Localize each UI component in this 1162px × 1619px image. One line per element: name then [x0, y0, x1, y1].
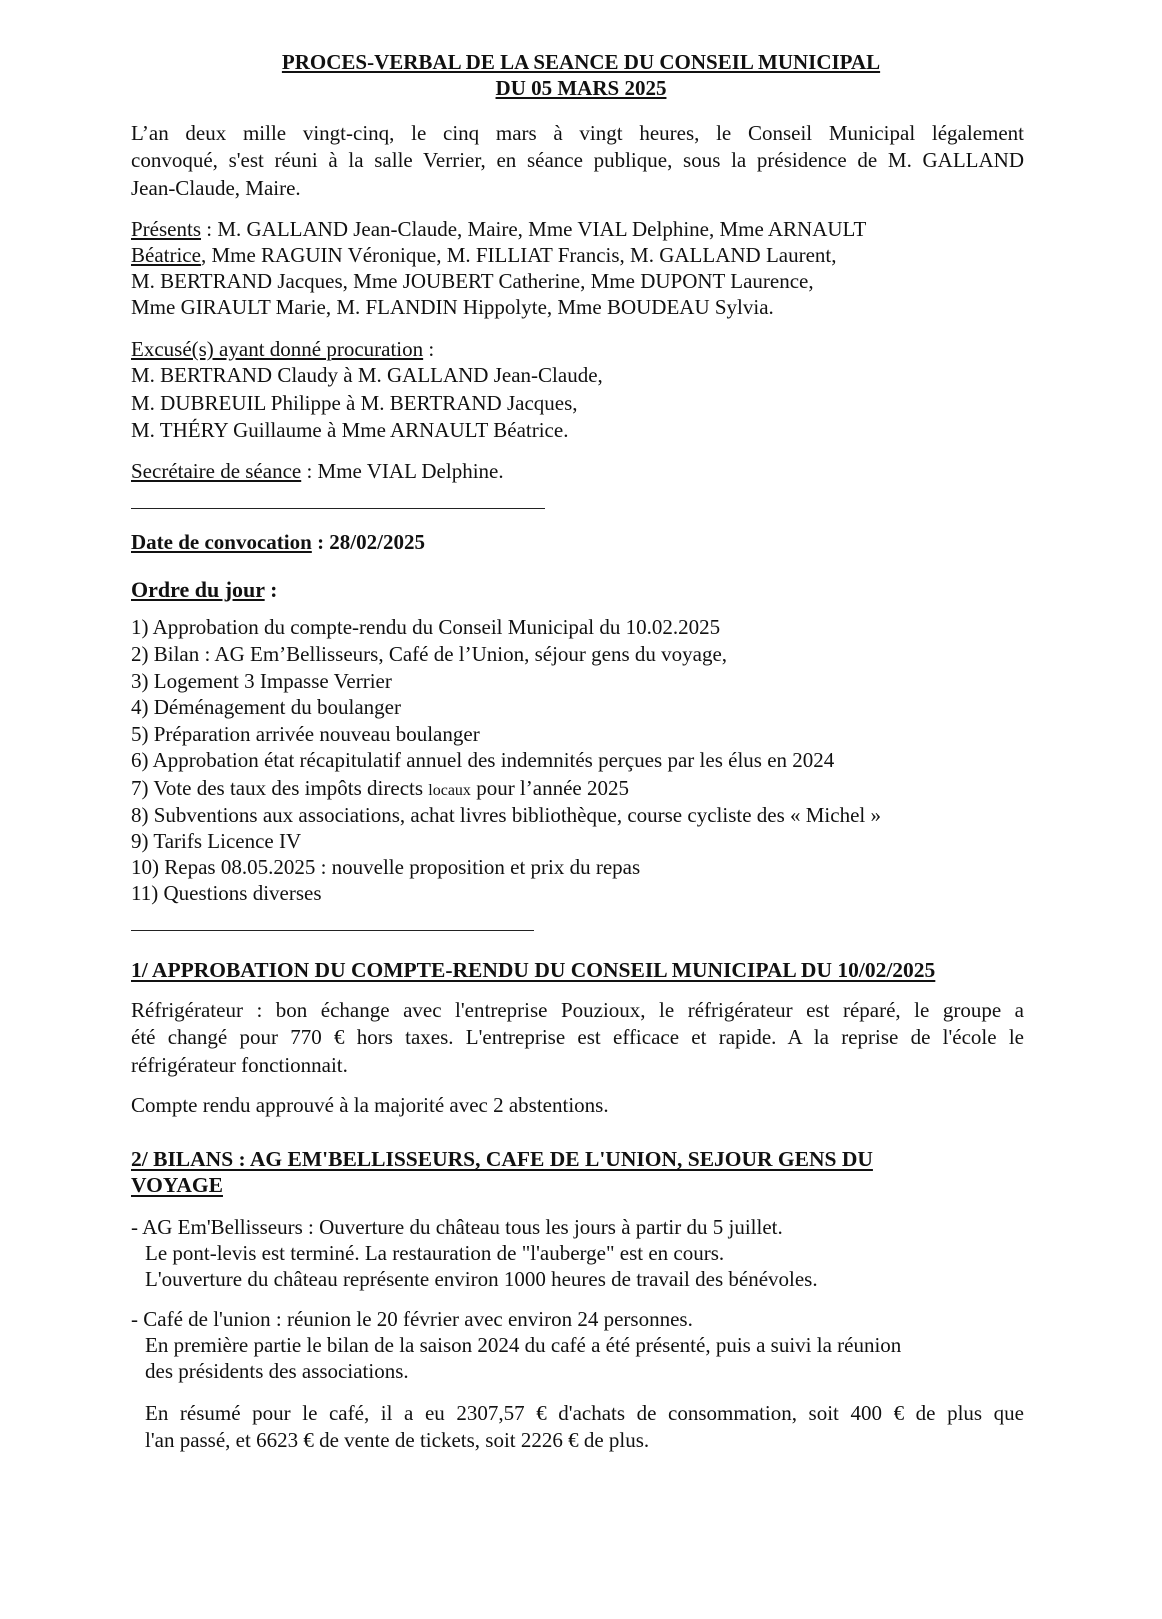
section1-p1-line3: réfrigérateur fonctionnait.	[131, 1053, 348, 1077]
presents-line4: Mme GIRAULT Marie, M. FLANDIN Hippolyte, Mme BOUDEAU Sylvia.	[131, 295, 774, 319]
agenda-item: 2) Bilan : AG Em’Bellisseurs, Café de l’Union, séjour gens du voyage,	[131, 642, 728, 666]
cafe-line2: En première partie le bilan de la saison 2024 du café a été présenté, puis a suivi la réunion	[145, 1333, 902, 1357]
convocation-date: : 28/02/2025	[311, 530, 425, 554]
agenda-item-7-small: locaux	[428, 782, 471, 799]
presents-line1	[131, 216, 866, 243]
secretaire-line	[131, 458, 504, 485]
agenda-item: 6) Approbation état récapitulatif annuel des indemnités perçues par les élus en 2024	[131, 748, 835, 772]
secretaire-text: : Mme VIAL Delphine.	[301, 459, 504, 483]
ag-line3: L'ouverture du château représente environ 1000 heures de travail des bénévoles.	[145, 1267, 818, 1291]
section1-p2: Compte rendu approuvé à la majorité avec 2 abstentions.	[131, 1093, 609, 1117]
excuses-heading	[131, 336, 434, 363]
presents-line2-text: , Mme RAGUIN Véronique, M. FILLIAT Francis, M. GALLAND Laurent,	[200, 243, 837, 267]
agenda-item: 10) Repas 08.05.2025 : nouvelle proposition et prix du repas	[131, 855, 641, 879]
ag-line2: Le pont-levis est terminé. La restauration de "l'auberge" est en cours.	[145, 1241, 725, 1265]
ag-line1: - AG Em'Bellisseurs : Ouverture du château tous les jours à partir du 5 juillet.	[131, 1215, 783, 1239]
ordre-du-jour-label: Ordre du jour	[131, 577, 265, 602]
section2-title-line2: VOYAGE	[131, 1173, 223, 1197]
agenda-item: 9) Tarifs Licence IV	[131, 829, 302, 853]
presents-line2-underlined: Béatrice	[131, 243, 201, 267]
agenda-item-7-part1: 7) Vote des taux des impôts directs	[131, 776, 429, 800]
document-title-line2: DU 05 MARS 2025	[495, 76, 667, 100]
section2-title-line1: 2/ BILANS : AG EM'BELLISSEURS, CAFE DE L'UNION, SEJOUR GENS DU	[131, 1147, 873, 1171]
intro-line1: L’an deux mille vingt-cinq, le cinq mars à vingt heures, le Conseil Municipal légalement	[131, 121, 1024, 145]
section1-p1-line1: Réfrigérateur : bon échange avec l'entreprise Pouzioux, le réfrigérateur est réparé, le groupe a	[131, 998, 1024, 1022]
agenda-item: 8) Subventions aux associations, achat livres bibliothèque, course cycliste des « Michel »	[131, 803, 881, 827]
ordre-du-jour-colon: :	[264, 577, 278, 602]
excuse-item: M. BERTRAND Claudy à M. GALLAND Jean-Claude,	[131, 363, 603, 387]
presents-line2	[131, 242, 837, 269]
excuses-colon: :	[423, 337, 435, 361]
excuse-item: M. DUBREUIL Philippe à M. BERTRAND Jacques,	[131, 391, 578, 415]
presents-line3: M. BERTRAND Jacques, Mme JOUBERT Catherine, Mme DUPONT Laurence,	[131, 269, 814, 293]
convocation-line	[131, 529, 425, 556]
ordre-du-jour-heading	[131, 576, 277, 603]
intro-line3: Jean-Claude, Maire.	[131, 176, 301, 200]
document-title-line1: PROCES-VERBAL DE LA SEANCE DU CONSEIL MUNICIPAL	[281, 50, 881, 74]
agenda-item: 5) Préparation arrivée nouveau boulanger	[131, 722, 480, 746]
intro-line2: convoqué, s'est réuni à la salle Verrier, en séance publique, sous la présidence de M. GALLAND	[131, 148, 1024, 172]
section1-p1-line2: été changé pour 770 € hors taxes. L'entreprise est efficace et rapide. A la reprise de l'école le	[131, 1025, 1024, 1049]
agenda-item: 1) Approbation du compte-rendu du Conseil Municipal du 10.02.2025	[131, 615, 721, 639]
cafe-line1: - Café de l'union : réunion le 20 février avec environ 24 personnes.	[131, 1307, 693, 1331]
agenda-item: 3) Logement 3 Impasse Verrier	[131, 669, 392, 693]
excuse-item: M. THÉRY Guillaume à Mme ARNAULT Béatrice.	[131, 418, 569, 442]
agenda-item-7	[131, 775, 629, 804]
excuses-label: Excusé(s) ayant donné procuration	[131, 337, 424, 361]
section1-title: 1/ APPROBATION DU COMPTE-RENDU DU CONSEIL MUNICIPAL DU 10/02/2025	[131, 958, 936, 982]
divider	[131, 930, 534, 931]
divider	[131, 508, 545, 509]
cafe-line3: des présidents des associations.	[145, 1359, 409, 1383]
resume-line2: l'an passé, et 6623 € de vente de tickets, soit 2226 € de plus.	[145, 1428, 650, 1452]
agenda-item: 4) Déménagement du boulanger	[131, 695, 401, 719]
presents-label: Présents	[131, 217, 201, 241]
agenda-item-7-part2: pour l’année 2025	[470, 776, 629, 800]
convocation-label: Date de convocation	[131, 530, 312, 554]
agenda-item: 11) Questions diverses	[131, 881, 322, 905]
presents-line1-text: : M. GALLAND Jean-Claude, Maire, Mme VIAL Delphine, Mme ARNAULT	[201, 217, 867, 241]
secretaire-label: Secrétaire de séance	[131, 459, 302, 483]
resume-line1: En résumé pour le café, il a eu 2307,57 € d'achats de consommation, soit 400 € de plus que	[145, 1401, 1024, 1425]
